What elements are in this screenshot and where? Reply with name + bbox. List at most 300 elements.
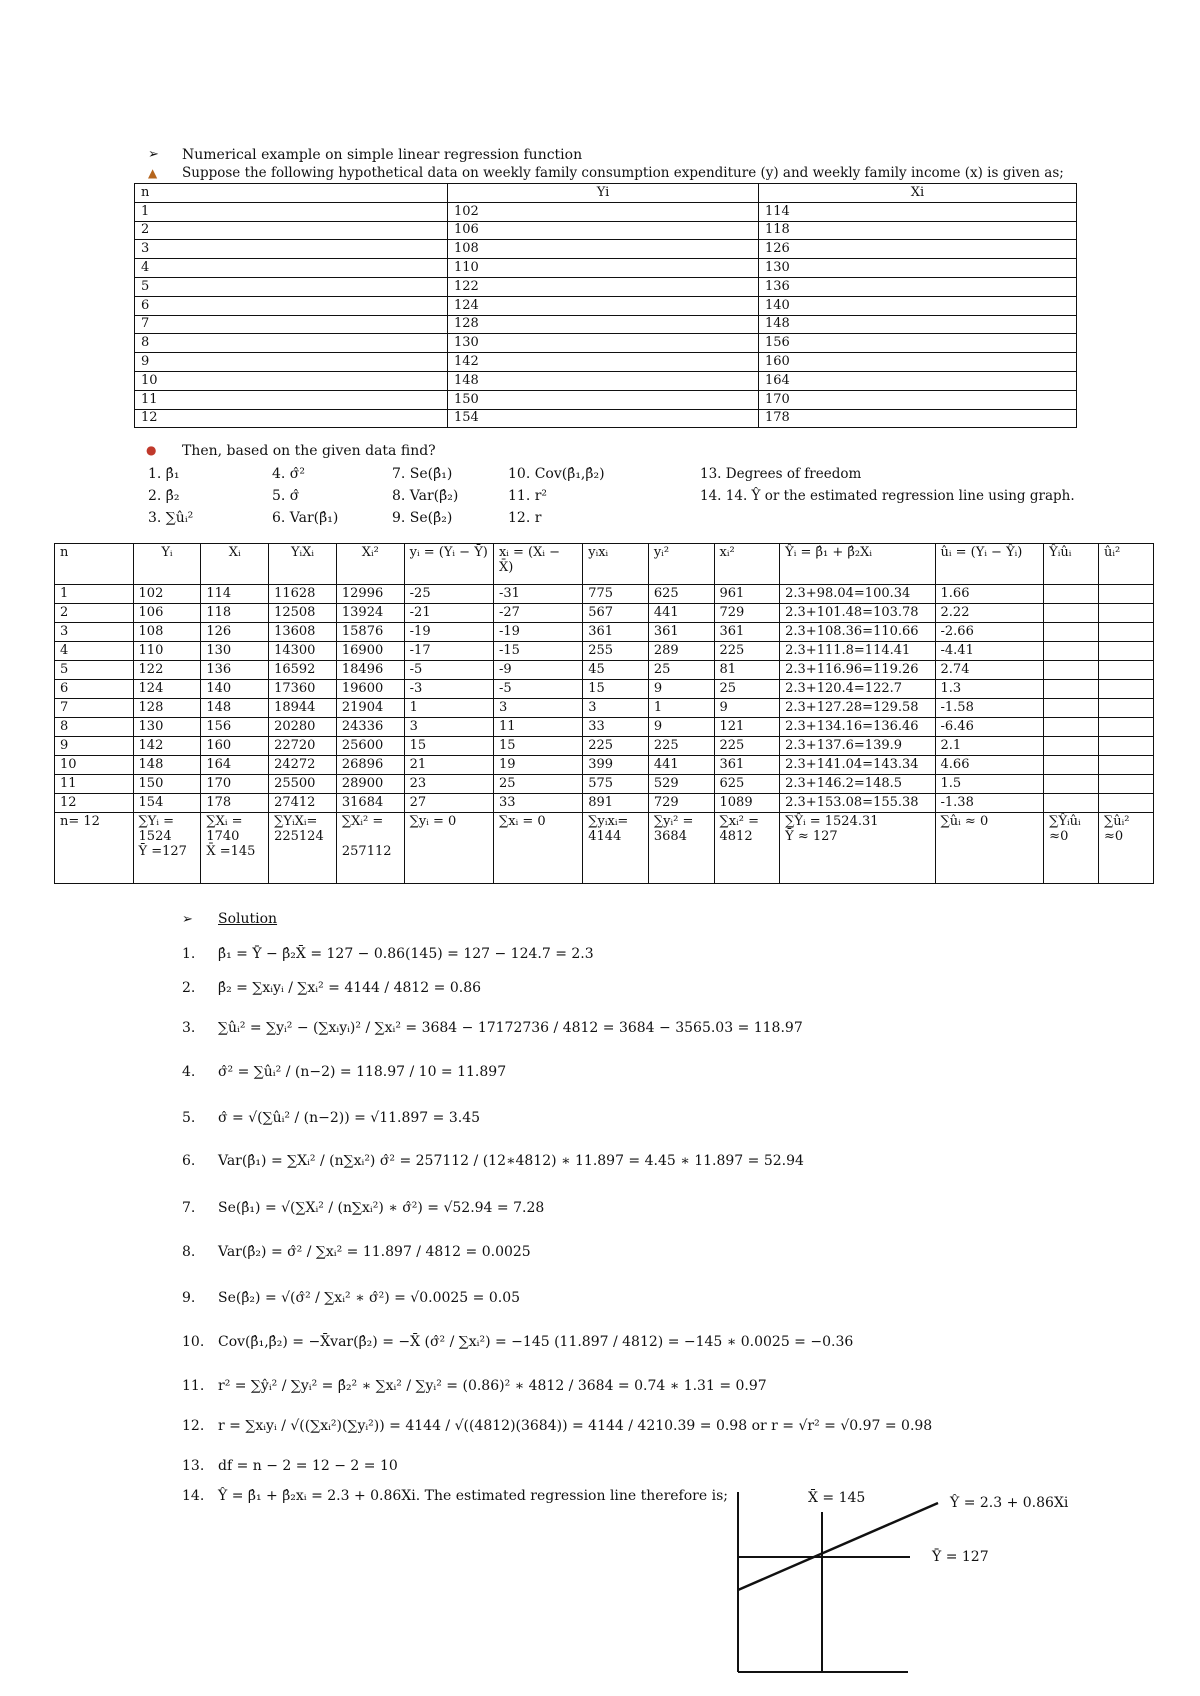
- computation-cell: 114: [201, 585, 269, 604]
- solution-heading: Solution: [218, 911, 278, 927]
- computation-cell: 2.3+116.96=119.26: [780, 661, 935, 680]
- computation-cell: 2.3+111.8=114.41: [780, 642, 935, 661]
- table-cell: 142: [448, 353, 759, 372]
- computation-cell: 361: [714, 756, 780, 775]
- computation-cell: 170: [201, 775, 269, 794]
- computation-cell: 130: [201, 642, 269, 661]
- computation-cell: 625: [714, 775, 780, 794]
- computation-cell: 361: [714, 623, 780, 642]
- question-item: 10. Cov(β̂₁,β̂₂): [508, 466, 605, 482]
- table-row: [135, 259, 1077, 278]
- computation-cell: 13608: [269, 623, 337, 642]
- computation-cell: 1.66: [935, 585, 1044, 604]
- computation-cell: 2.74: [935, 661, 1044, 680]
- computation-header-cell: xᵢ²: [714, 544, 780, 585]
- table-cell: 124: [448, 296, 759, 315]
- table-cell: 5: [135, 277, 448, 296]
- computation-cell: 1.3: [935, 680, 1044, 699]
- table-cell: 118: [759, 221, 1077, 240]
- computation-cell: 12: [55, 794, 134, 813]
- computation-cell: -19: [493, 623, 582, 642]
- computation-cell: 2.3+153.08=155.38: [780, 794, 935, 813]
- computation-cell: 2.3+141.04=143.34: [780, 756, 935, 775]
- computation-cell: -2.66: [935, 623, 1044, 642]
- computation-cell: 4.66: [935, 756, 1044, 775]
- table-cell: 12: [135, 409, 448, 428]
- computation-total-cell: ∑Xᵢ = 1740 X̄ =145: [201, 813, 269, 884]
- table-cell: 148: [759, 315, 1077, 334]
- computation-cell: 225: [714, 642, 780, 661]
- computation-cell: 128: [133, 699, 201, 718]
- computation-header-cell: Ŷᵢ = β̂₁ + β̂₂Xᵢ: [780, 544, 935, 585]
- computation-header-cell: YᵢXᵢ: [269, 544, 337, 585]
- computation-cell: 124: [133, 680, 201, 699]
- computation-cell: 2: [55, 604, 134, 623]
- computation-row: [55, 680, 1154, 699]
- computation-cell: 6: [55, 680, 134, 699]
- computation-cell: -4.41: [935, 642, 1044, 661]
- table-cell: 160: [759, 353, 1077, 372]
- solution-step-number: 8.: [182, 1244, 196, 1260]
- computation-cell: 775: [583, 585, 649, 604]
- computation-cell: -17: [404, 642, 493, 661]
- table-cell: 140: [759, 296, 1077, 315]
- computation-cell: -5: [404, 661, 493, 680]
- table-cell: 128: [448, 315, 759, 334]
- solution-step-text: β̂₂ = ∑xᵢyᵢ / ∑xᵢ² = 4144 / 4812 = 0.86: [218, 980, 482, 996]
- computation-header-cell: Xᵢ: [201, 544, 269, 585]
- computation-cell: [1099, 718, 1154, 737]
- table-cell: 6: [135, 296, 448, 315]
- computation-cell: 3: [583, 699, 649, 718]
- computation-cell: 18496: [336, 661, 404, 680]
- table-cell: 126: [759, 240, 1077, 259]
- table-cell: 130: [448, 334, 759, 353]
- computation-cell: 154: [133, 794, 201, 813]
- computation-cell: [1044, 585, 1099, 604]
- computation-cell: 9: [714, 699, 780, 718]
- computation-cell: 15: [404, 737, 493, 756]
- question-item: 12. r: [508, 510, 542, 526]
- table-row: [135, 240, 1077, 259]
- regression-line-label: Ŷ = 2.3 + 0.86Xi: [950, 1495, 1069, 1511]
- solution-step-text: df = n − 2 = 12 − 2 = 10: [218, 1458, 398, 1474]
- computation-cell: [1044, 718, 1099, 737]
- computation-total-cell: ∑yᵢxᵢ= 4144: [583, 813, 649, 884]
- computation-cell: 21: [404, 756, 493, 775]
- computation-cell: 23: [404, 775, 493, 794]
- table-row: [135, 409, 1077, 428]
- computation-row: [55, 642, 1154, 661]
- computation-header-cell: n: [55, 544, 134, 585]
- computation-cell: 1.5: [935, 775, 1044, 794]
- regression-graph: [700, 1490, 1180, 1690]
- computation-cell: 110: [133, 642, 201, 661]
- computation-cell: -19: [404, 623, 493, 642]
- computation-cell: [1044, 642, 1099, 661]
- table-row: [135, 296, 1077, 315]
- computation-cell: 3: [55, 623, 134, 642]
- computation-cell: 33: [493, 794, 582, 813]
- solution-step-text: Ŷ = β̂₁ + β̂₂xᵢ = 2.3 + 0.86Xi. The estimated regression line therefore is;: [218, 1488, 728, 1504]
- computation-cell: 11: [55, 775, 134, 794]
- table-cell: 2: [135, 221, 448, 240]
- computation-table: [54, 543, 1154, 884]
- computation-cell: 225: [714, 737, 780, 756]
- computation-cell: 14300: [269, 642, 337, 661]
- computation-cell: 961: [714, 585, 780, 604]
- intro-description: Suppose the following hypothetical data on weekly family consumption expenditure (y) and weekly family income (x) is given as;: [182, 165, 1064, 181]
- computation-cell: 118: [201, 604, 269, 623]
- computation-header-row: [55, 544, 1154, 585]
- data-table: [134, 183, 1077, 428]
- computation-cell: 25: [714, 680, 780, 699]
- computation-cell: 1: [648, 699, 714, 718]
- computation-cell: 567: [583, 604, 649, 623]
- computation-cell: 2.3+146.2=148.5: [780, 775, 935, 794]
- computation-cell: 25500: [269, 775, 337, 794]
- table-cell: 4: [135, 259, 448, 278]
- computation-row: [55, 775, 1154, 794]
- computation-cell: 17360: [269, 680, 337, 699]
- computation-cell: 156: [201, 718, 269, 737]
- solution-step-number: 11.: [182, 1378, 205, 1394]
- computation-cell: 7: [55, 699, 134, 718]
- table-row: [135, 315, 1077, 334]
- computation-cell: 27: [404, 794, 493, 813]
- computation-cell: [1044, 699, 1099, 718]
- computation-row: [55, 718, 1154, 737]
- computation-cell: 2.3+98.04=100.34: [780, 585, 935, 604]
- question-item: 8. Var(β̂₂): [392, 488, 459, 504]
- computation-cell: 16900: [336, 642, 404, 661]
- computation-cell: [1044, 604, 1099, 623]
- computation-cell: -9: [493, 661, 582, 680]
- computation-cell: 441: [648, 756, 714, 775]
- questions-lead: Then, based on the given data find?: [182, 443, 436, 459]
- table-cell: 156: [759, 334, 1077, 353]
- computation-cell: [1044, 775, 1099, 794]
- computation-row: [55, 604, 1154, 623]
- computation-cell: 106: [133, 604, 201, 623]
- computation-cell: 5: [55, 661, 134, 680]
- computation-cell: -6.46: [935, 718, 1044, 737]
- computation-cell: -1.38: [935, 794, 1044, 813]
- table-row: [135, 371, 1077, 390]
- computation-cell: 9: [648, 680, 714, 699]
- question-item: 6. Var(β̂₁): [272, 510, 339, 526]
- computation-cell: [1099, 604, 1154, 623]
- table-cell: 130: [759, 259, 1077, 278]
- solution-step-text: r² = ∑ŷᵢ² / ∑yᵢ² = β̂₂² ∗ ∑xᵢ² / ∑yᵢ² = (0.86)² ∗ 4812 / 3684 = 0.74 ∗ 1.31 = 0.97: [218, 1378, 767, 1394]
- computation-cell: 81: [714, 661, 780, 680]
- computation-cell: 130: [133, 718, 201, 737]
- computation-row: [55, 623, 1154, 642]
- computation-row: [55, 737, 1154, 756]
- computation-cell: 4: [55, 642, 134, 661]
- solution-step-number: 5.: [182, 1110, 196, 1126]
- computation-cell: 289: [648, 642, 714, 661]
- computation-cell: -27: [493, 604, 582, 623]
- ybar-label: Ȳ = 127: [932, 1549, 989, 1565]
- computation-cell: 31684: [336, 794, 404, 813]
- computation-cell: 142: [133, 737, 201, 756]
- question-item: 4. σ̂²: [272, 466, 305, 482]
- computation-cell: 529: [648, 775, 714, 794]
- computation-cell: 9: [648, 718, 714, 737]
- table-cell: 170: [759, 390, 1077, 409]
- computation-cell: 15: [493, 737, 582, 756]
- solution-step-number: 7.: [182, 1200, 196, 1216]
- solution-step-number: 13.: [182, 1458, 205, 1474]
- hand-bullet-icon: ▲: [148, 166, 158, 180]
- computation-cell: 399: [583, 756, 649, 775]
- computation-total-cell: ∑Yᵢ = 1524 Ȳ =127: [133, 813, 201, 884]
- table-cell: 11: [135, 390, 448, 409]
- computation-cell: 160: [201, 737, 269, 756]
- table-cell: 154: [448, 409, 759, 428]
- computation-cell: 10: [55, 756, 134, 775]
- table-row: [135, 353, 1077, 372]
- computation-cell: [1099, 775, 1154, 794]
- table-cell: 3: [135, 240, 448, 259]
- computation-header-cell: Xᵢ²: [336, 544, 404, 585]
- computation-cell: 15876: [336, 623, 404, 642]
- computation-cell: -15: [493, 642, 582, 661]
- computation-cell: 2.3+101.48=103.78: [780, 604, 935, 623]
- computation-cell: 24272: [269, 756, 337, 775]
- table-cell: 122: [448, 277, 759, 296]
- solution-step-text: Cov(β̂₁,β̂₂) = −X̄var(β̂₂) = −X̄ (σ̂² / ∑xᵢ²) = −145 (11.897 / 4812) = −145 ∗ 0.0025 = −0.36: [218, 1334, 854, 1350]
- computation-cell: 178: [201, 794, 269, 813]
- table-cell: 148: [448, 371, 759, 390]
- computation-cell: 22720: [269, 737, 337, 756]
- computation-cell: [1099, 794, 1154, 813]
- computation-cell: 26896: [336, 756, 404, 775]
- computation-cell: 225: [648, 737, 714, 756]
- computation-cell: [1099, 642, 1154, 661]
- computation-cell: 361: [583, 623, 649, 642]
- computation-header-cell: Yᵢ: [133, 544, 201, 585]
- computation-total-cell: n= 12: [55, 813, 134, 884]
- computation-row: [55, 794, 1154, 813]
- computation-cell: 16592: [269, 661, 337, 680]
- table-row: [135, 334, 1077, 353]
- computation-cell: 2.3+127.28=129.58: [780, 699, 935, 718]
- solution-step-text: Var(β̂₂) = σ̂² / ∑xᵢ² = 11.897 / 4812 = 0.0025: [218, 1244, 531, 1260]
- solution-step-text: β̂₁ = Ȳ − β̂₂X̄ = 127 − 0.86(145) = 127 − 124.7 = 2.3: [218, 946, 594, 962]
- question-item: 1. β̂₁: [148, 466, 180, 482]
- computation-header-cell: ûᵢ = (Yᵢ − Ŷᵢ): [935, 544, 1044, 585]
- xbar-label: X̄ = 145: [808, 1490, 866, 1506]
- computation-cell: 25: [493, 775, 582, 794]
- computation-cell: 891: [583, 794, 649, 813]
- computation-total-cell: ∑xᵢ² = 4812: [714, 813, 780, 884]
- computation-cell: [1044, 661, 1099, 680]
- table-header-cell: Xi: [759, 184, 1077, 203]
- solution-step-number: 1.: [182, 946, 196, 962]
- table-cell: 108: [448, 240, 759, 259]
- computation-cell: 11628: [269, 585, 337, 604]
- computation-cell: 729: [648, 794, 714, 813]
- computation-cell: [1044, 756, 1099, 775]
- arrow-bullet-icon: ➢: [148, 147, 159, 162]
- table-row: [135, 221, 1077, 240]
- solution-step-number: 3.: [182, 1020, 196, 1036]
- computation-cell: -1.58: [935, 699, 1044, 718]
- table-cell: 102: [448, 202, 759, 221]
- computation-cell: 33: [583, 718, 649, 737]
- computation-cell: 164: [201, 756, 269, 775]
- table-cell: 178: [759, 409, 1077, 428]
- table-cell: 10: [135, 371, 448, 390]
- table-cell: 164: [759, 371, 1077, 390]
- computation-header-cell: yᵢ = (Yᵢ − Ȳ): [404, 544, 493, 585]
- computation-header-cell: yᵢ²: [648, 544, 714, 585]
- table-cell: 9: [135, 353, 448, 372]
- computation-row: [55, 699, 1154, 718]
- computation-cell: 255: [583, 642, 649, 661]
- computation-cell: 122: [133, 661, 201, 680]
- question-item: 11. r²: [508, 488, 548, 504]
- computation-cell: -5: [493, 680, 582, 699]
- computation-cell: [1044, 737, 1099, 756]
- table-cell: 7: [135, 315, 448, 334]
- regression-line: [738, 1503, 938, 1590]
- table-cell: 150: [448, 390, 759, 409]
- computation-row: [55, 756, 1154, 775]
- computation-total-cell: ∑ûᵢ ≈ 0: [935, 813, 1044, 884]
- table-cell: 114: [759, 202, 1077, 221]
- computation-cell: 441: [648, 604, 714, 623]
- computation-total-cell: ∑xᵢ = 0: [493, 813, 582, 884]
- computation-cell: [1099, 623, 1154, 642]
- table-header-cell: n: [135, 184, 448, 203]
- computation-total-cell: ∑yᵢ = 0: [404, 813, 493, 884]
- computation-cell: [1044, 680, 1099, 699]
- computation-cell: 2.3+134.16=136.46: [780, 718, 935, 737]
- computation-cell: -3: [404, 680, 493, 699]
- computation-total-cell: ∑Xᵢ² = 257112: [336, 813, 404, 884]
- computation-cell: 140: [201, 680, 269, 699]
- computation-cell: [1099, 661, 1154, 680]
- computation-total-cell: ∑yᵢ² = 3684: [648, 813, 714, 884]
- computation-cell: 575: [583, 775, 649, 794]
- question-item: 14. 14. Ŷ or the estimated regression line using graph.: [700, 488, 1075, 504]
- computation-cell: 3: [493, 699, 582, 718]
- solution-step-number: 2.: [182, 980, 196, 996]
- intro-title: Numerical example on simple linear regression function: [182, 147, 583, 163]
- computation-cell: [1044, 794, 1099, 813]
- computation-cell: 2.22: [935, 604, 1044, 623]
- computation-cell: 2.3+137.6=139.9: [780, 737, 935, 756]
- solution-step-number: 4.: [182, 1064, 196, 1080]
- table-header-row: [135, 184, 1077, 203]
- solution-step-number: 12.: [182, 1418, 205, 1434]
- solution-step-number: 14.: [182, 1488, 205, 1504]
- computation-cell: 1089: [714, 794, 780, 813]
- computation-cell: [1099, 585, 1154, 604]
- question-item: 13. Degrees of freedom: [700, 466, 862, 482]
- computation-cell: [1044, 623, 1099, 642]
- computation-cell: 1: [404, 699, 493, 718]
- computation-cell: 19600: [336, 680, 404, 699]
- computation-row: [55, 661, 1154, 680]
- computation-total-cell: ∑Ŷᵢûᵢ ≈0: [1044, 813, 1099, 884]
- computation-cell: 28900: [336, 775, 404, 794]
- computation-cell: [1099, 756, 1154, 775]
- computation-total-cell: ∑YᵢXᵢ= 225124: [269, 813, 337, 884]
- table-cell: 110: [448, 259, 759, 278]
- computation-cell: 19: [493, 756, 582, 775]
- computation-cell: 102: [133, 585, 201, 604]
- question-item: 5. σ̂: [272, 488, 300, 504]
- solution-step-text: ∑ûᵢ² = ∑yᵢ² − (∑xᵢyᵢ)² / ∑xᵢ² = 3684 − 17172736 / 4812 = 3684 − 3565.03 = 118.97: [218, 1020, 803, 1036]
- table-cell: 8: [135, 334, 448, 353]
- computation-cell: 11: [493, 718, 582, 737]
- solution-step-text: Var(β̂₁) = ∑Xᵢ² / (n∑xᵢ²) σ̂² = 257112 / (12∗4812) ∗ 11.897 = 4.45 ∗ 11.897 = 52.94: [218, 1153, 804, 1169]
- question-item: 7. Se(β̂₁): [392, 466, 453, 482]
- computation-cell: 148: [133, 756, 201, 775]
- table-row: [135, 277, 1077, 296]
- computation-cell: 3: [404, 718, 493, 737]
- computation-header-cell: yᵢxᵢ: [583, 544, 649, 585]
- computation-cell: 15: [583, 680, 649, 699]
- computation-cell: 225: [583, 737, 649, 756]
- solution-step-text: σ̂ = √(∑ûᵢ² / (n−2)) = √11.897 = 3.45: [218, 1110, 481, 1126]
- computation-cell: [1099, 680, 1154, 699]
- computation-totals-row: [55, 813, 1154, 884]
- computation-cell: [1099, 699, 1154, 718]
- solution-step-number: 9.: [182, 1290, 196, 1306]
- solution-step-number: 10.: [182, 1334, 205, 1350]
- table-row: [135, 390, 1077, 409]
- table-cell: 1: [135, 202, 448, 221]
- question-item: 2. β̂₂: [148, 488, 180, 504]
- arrow-bullet-icon: ➢: [182, 912, 193, 927]
- computation-cell: 108: [133, 623, 201, 642]
- computation-cell: 45: [583, 661, 649, 680]
- computation-cell: 20280: [269, 718, 337, 737]
- computation-cell: 2.3+120.4=122.7: [780, 680, 935, 699]
- computation-cell: 625: [648, 585, 714, 604]
- solution-step-text: σ̂² = ∑ûᵢ² / (n−2) = 118.97 / 10 = 11.897: [218, 1064, 507, 1080]
- computation-header-cell: Ŷᵢûᵢ: [1044, 544, 1099, 585]
- solution-step-text: Se(β̂₂) = √(σ̂² / ∑xᵢ² ∗ σ̂²) = √0.0025 = 0.05: [218, 1290, 521, 1306]
- computation-total-cell: ∑ûᵢ² ≈0: [1099, 813, 1154, 884]
- computation-cell: 13924: [336, 604, 404, 623]
- table-row: [135, 202, 1077, 221]
- computation-cell: 21904: [336, 699, 404, 718]
- computation-cell: [1099, 737, 1154, 756]
- solution-step-number: 6.: [182, 1153, 196, 1169]
- computation-cell: 25600: [336, 737, 404, 756]
- question-item: 3. ∑ûᵢ²: [148, 510, 194, 526]
- solution-step-text: Se(β̂₁) = √(∑Xᵢ² / (n∑xᵢ²) ∗ σ̂²) = √52.94 = 7.28: [218, 1200, 545, 1216]
- computation-row: [55, 585, 1154, 604]
- computation-cell: 12996: [336, 585, 404, 604]
- computation-cell: 361: [648, 623, 714, 642]
- computation-cell: 150: [133, 775, 201, 794]
- computation-cell: 729: [714, 604, 780, 623]
- computation-cell: 2.3+108.36=110.66: [780, 623, 935, 642]
- computation-cell: -31: [493, 585, 582, 604]
- computation-cell: 18944: [269, 699, 337, 718]
- computation-cell: -25: [404, 585, 493, 604]
- computation-cell: 136: [201, 661, 269, 680]
- question-item: 9. Se(β̂₂): [392, 510, 453, 526]
- apple-bullet-icon: ●: [146, 443, 157, 457]
